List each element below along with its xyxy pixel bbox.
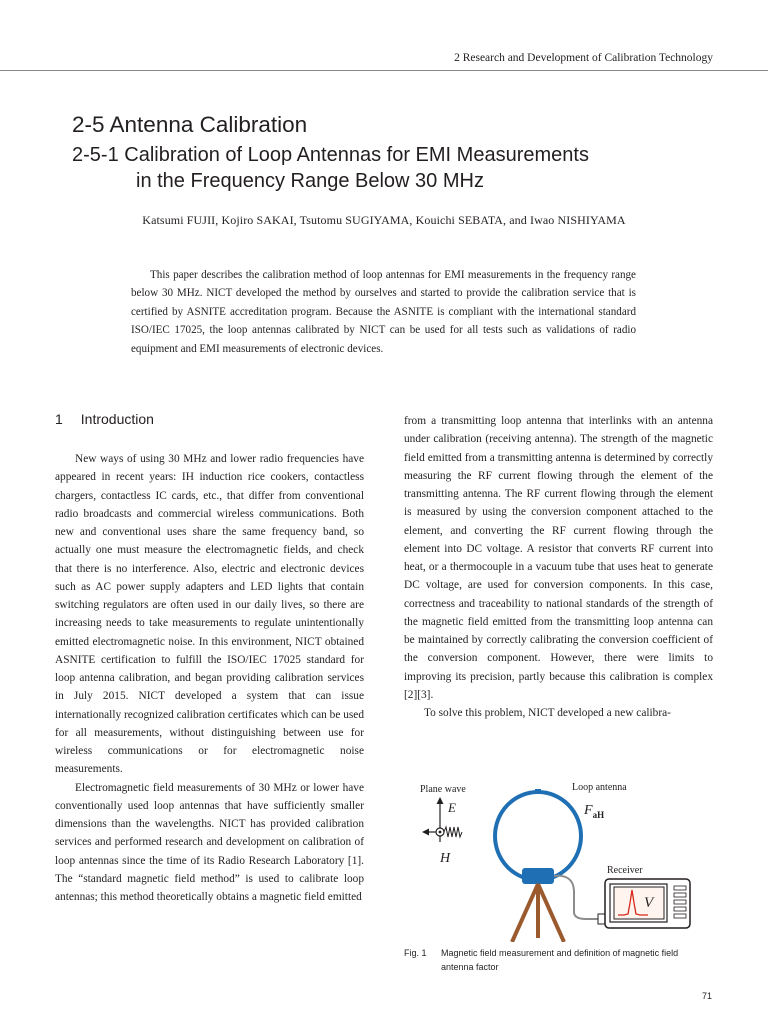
figure-caption	[404, 946, 716, 974]
antenna-cable	[554, 876, 598, 919]
h-field-symbol: H	[440, 851, 451, 866]
caption-line-2: antenna factor	[441, 962, 499, 972]
loop-element	[495, 792, 581, 880]
plane-wave-label: Plane wave	[420, 784, 466, 795]
receiver-button	[674, 893, 686, 897]
figure-1-diagram	[404, 772, 714, 942]
receiver	[605, 879, 690, 928]
e-field-symbol: E	[448, 800, 456, 815]
paper-title	[72, 142, 589, 194]
antenna-factor-subscript: aH	[592, 810, 605, 820]
page-number: 71	[701, 991, 712, 1001]
figure-label: Fig. 1	[404, 948, 427, 958]
tripod-leg-right	[538, 884, 564, 942]
paper-title-line-1: 2-5-1 Calibration of Loop Antennas for EMI Measurements	[72, 144, 589, 166]
section-title-text: Introduction	[80, 411, 154, 427]
h-field-arrowhead	[422, 829, 429, 836]
receiver-label: Receiver	[607, 865, 643, 876]
antenna-factor-symbol	[583, 803, 604, 820]
loop-antenna	[495, 789, 604, 884]
receiver-button	[674, 886, 686, 890]
receiver-button	[674, 900, 686, 904]
loop-antenna-label: Loop antenna	[572, 782, 627, 793]
right-column	[404, 412, 713, 722]
caption-line-1: Magnetic field measurement and definition of magnetic field	[441, 948, 679, 958]
abstract: This paper describes the calibration method of loop antennas for EMI measurements in the frequency range below 30 MHz. NICT developed the method by ourselves and started to provide the calibration service that is certified by ASNITE accreditation program. Because the ASNITE is compliant with the international standard ISO/IEC 17025, the loop antennas calibrated by NICT can be used for all tests such as validations of radio equipment and EMI measurements of electronic devices.	[131, 269, 636, 355]
section-title: 2-5 Antenna Calibration	[72, 112, 308, 137]
running-header: 2 Research and Development of Calibration Technology	[454, 52, 713, 64]
header-rule	[0, 70, 768, 71]
receiver-button	[674, 907, 686, 911]
tripod	[512, 884, 564, 942]
antenna-base	[522, 868, 554, 884]
section-number: 1	[55, 411, 63, 427]
voltage-symbol: V	[644, 895, 654, 911]
wave-zigzag	[444, 827, 462, 837]
propagation-dot	[439, 831, 442, 834]
author-list: Katsumi FUJII, Kojiro SAKAI, Tsutomu SUGIYAMA, Kouichi SEBATA, and Iwao NISHIYAMA	[142, 213, 626, 227]
figure-1	[404, 772, 714, 942]
e-field-arrowhead	[437, 797, 444, 804]
receiver-button	[674, 914, 686, 918]
tripod-leg-left	[512, 884, 538, 942]
paper-title-line-2: in the Frequency Range Below 30 MHz	[136, 170, 484, 192]
left-column	[55, 450, 364, 906]
section-heading	[55, 411, 154, 427]
paragraph: Electromagnetic field measurements of 30 MHz or lower have conventionally used loop antennas that have sufficiently smaller dimensions than the wavelengths. NICT has provided calibration services and performed research and development on calibration of loop antennas since the time of its Radio Research Laboratory [1]. The “standard magnetic field method” is used to calibrate loop antennas; this method theoretically obtains a magnetic field emitted	[55, 781, 364, 903]
plane-wave-symbol	[422, 797, 462, 866]
paragraph: To solve this problem, NICT developed a new calibra-	[424, 707, 671, 719]
paragraph: New ways of using 30 MHz and lower radio frequencies have appeared in recent years: IH induction rice cookers, contactless chargers, contactless IC cards, etc., that differ from conventional radio broadcasts and commercial wireless communications. Both new and conventional uses share the same frequency band, so actually one must measure the electromagnetic fields, and check that there is no interference. Also, electric and electronic devices such as AC power supply adapters and LED lights that contain switching regulators are often used in our daily lives, so there are increasing needs to take measurements to regulate unintentionally emitted electromagnetic noise. In this environment, NICT obtained ASNITE certification to fulfill the ISO/IEC 17025 standard for loop antenna calibration, and began providing calibration services in July 2015. NICT developed a system that can issue internationally recognized calibration certificates which can be used for all measurements, without distinguishing between use for wireless communications or for electromagnetic noise measurements.	[55, 453, 364, 776]
paragraph: from a transmitting loop antenna that interlinks with an antenna under calibration (receiving antenna). The strength of the magnetic field emitted from a transmitting antenna is determined by correctly measuring the RF current flowing through the element of the transmitting antenna. The RF current flowing through the element is measured by using the conversion component attached to the element, and converting the RF current flowing through the element into DC voltage. A resistor that converts RF current into heat, or a thermocouple in a vacuum tube that uses heat to generate DC voltage, are used for conversion components. In this case, correctness and traceability to national standards of the strength of the magnetic field emitted from the transmitting loop antenna can be maintained by correctly calibrating the conversion coefficient of the conversion component. However, there were limits to improving its precision, partly because this calibration is complex [2][3].	[404, 415, 713, 701]
antenna-factor-letter: F	[584, 803, 593, 818]
loop-gap	[535, 789, 541, 794]
